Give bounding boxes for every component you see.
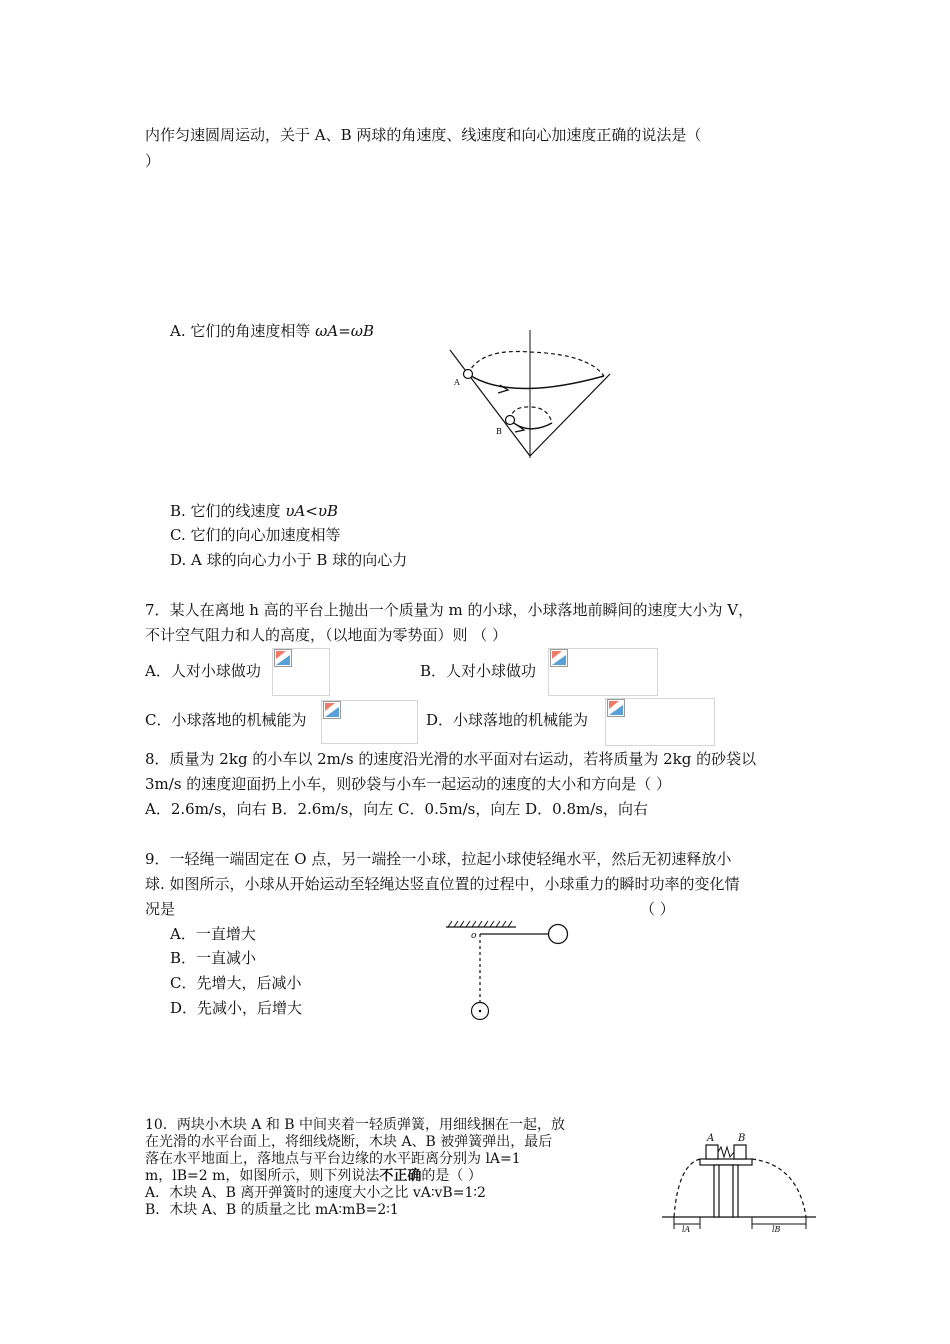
q6-stem-line2: ） — [145, 152, 161, 170]
q10-option-a: A．木块 A、B 离开弹簧时的速度大小之比 vA∶vB=1∶2 — [145, 1185, 486, 1201]
q10-spring-blocks-figure — [660, 1125, 820, 1235]
q9-option-c: C．先增大，后减小 — [170, 974, 302, 992]
q10-figure-label-a: A — [707, 1133, 715, 1144]
q9-stem-line3: 况是 — [145, 900, 176, 918]
q7-stem-line2: 不计空气阻力和人的高度，（以地面为零势面）则 （ ） — [145, 626, 508, 644]
q10-stem-line1: 10．两块小木块 A 和 B 中间夹着一轻质弹簧，用细线捆在一起，放 — [145, 1117, 566, 1133]
q9-option-d: D．先减小，后增大 — [170, 999, 303, 1017]
broken-image-icon — [274, 649, 292, 667]
q6-stem-line1: 内作匀速圆周运动，关于 A、B 两球的角速度、线速度和向心加速度正确的说法是（ — [145, 126, 702, 144]
q9-option-b: B．一直减小 — [170, 949, 257, 967]
q7-stem-line1: 7．某人在离地 h 高的平台上抛出一个质量为 m 的小球，小球落地前瞬间的速度大小为 V， — [145, 601, 754, 619]
q6-option-b: B. 它们的线速度 υA<υB — [170, 502, 338, 520]
q10-figure-label-b: B — [738, 1133, 746, 1144]
broken-image-icon — [323, 701, 341, 719]
q6-cone-figure — [440, 330, 620, 460]
q7-option-d: D．小球落地的机械能为 — [426, 711, 589, 729]
q9-pendulum-figure — [440, 915, 580, 1025]
q6-figure-label-a: A — [454, 378, 460, 387]
q10-option-b: B．木块 A、B 的质量之比 mA∶mB=2∶1 — [145, 1202, 399, 1218]
q10-stem-line2: 在光滑的水平台面上，将细线烧断，木块 A、B 被弹簧弹出，最后 — [145, 1134, 553, 1150]
q9-figure-label-o: o — [471, 931, 477, 941]
q10-stem-line3: 落在水平地面上，落地点与平台边缘的水平距离分别为 lA=1 — [145, 1151, 521, 1167]
q7-option-c: C．小球落地的机械能为 — [145, 711, 307, 729]
q6-figure-label-b: B — [496, 427, 502, 436]
q9-stem-line2: 球. 如图所示，小球从开始运动至轻绳达竖直位置的过程中，小球重力的瞬时功率的变化情 — [145, 875, 740, 893]
broken-image-icon — [607, 699, 625, 717]
q6-option-d: D. A 球的向心力小于 B 球的向心力 — [170, 551, 408, 569]
q8-stem-line2: 3m/s 的速度迎面扔上小车，则砂袋与小车一起运动的速度的大小和方向是（ ） — [145, 775, 672, 793]
q10-figure-label-la: lA — [682, 1225, 691, 1234]
q6-option-a: A. 它们的角速度相等 ωA=ωB — [170, 322, 375, 340]
q10-emphasis-text: 不正确 — [379, 1168, 422, 1184]
q10-figure-label-lb: lB — [772, 1225, 781, 1234]
broken-image-icon — [550, 649, 568, 667]
q9-stem-line1: 9．一轻绳一端固定在 O 点，另一端拴一小球，拉起小球使轻绳水平，然后无初速释放小 — [145, 850, 732, 868]
q8-options: A．2.6m/s，向右 B．2.6m/s，向左 C．0.5m/s，向左 D．0.8m/s，向右 — [145, 800, 648, 818]
q10-stem-line4: m，lB=2 m，如图所示，则下列说法不正确的是（ ） — [145, 1168, 482, 1184]
q8-stem-line1: 8．质量为 2kg 的小车以 2m/s 的速度沿光滑的水平面对右运动，若将质量为 2kg 的砂袋以 — [145, 750, 757, 768]
q9-answer-paren: （ ） — [640, 900, 675, 918]
q7-option-a: A．人对小球做功 — [145, 662, 261, 680]
q6-option-c: C. 它们的向心加速度相等 — [170, 526, 341, 544]
q7-option-b: B．人对小球做功 — [420, 662, 537, 680]
q9-option-a: A．一直增大 — [170, 925, 256, 943]
